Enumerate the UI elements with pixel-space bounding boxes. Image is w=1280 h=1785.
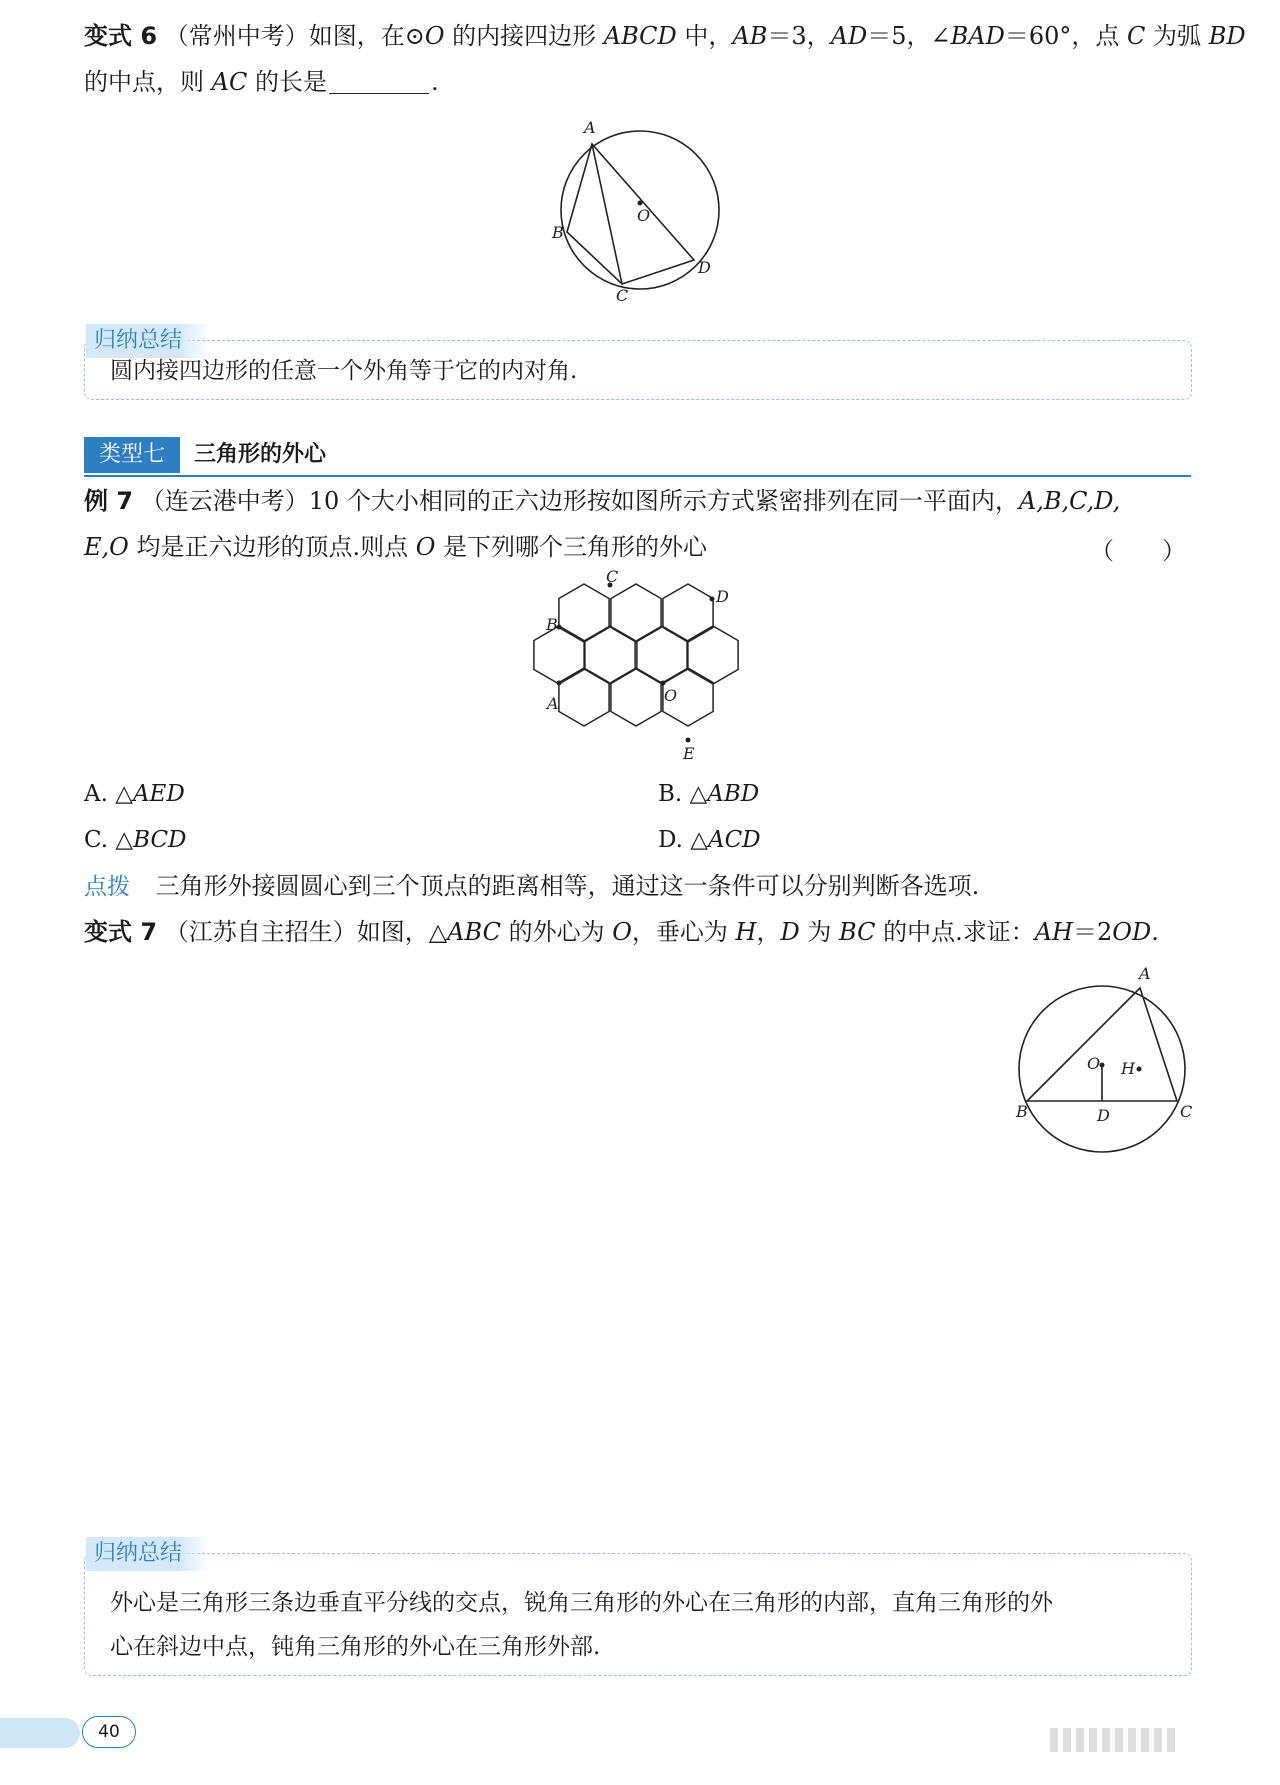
text: 的中点，则 xyxy=(84,68,212,96)
label-a: A xyxy=(1139,965,1151,983)
point-o xyxy=(1100,1063,1105,1068)
hexagon-4 xyxy=(534,626,584,684)
text: （连云港中考）10 个大小相同的正六边形按如图所示方式紧密排列在同一平面内， xyxy=(140,487,1019,515)
tip-line xyxy=(84,870,979,903)
hexagon-7 xyxy=(688,626,738,684)
tip-text: 三角形外接圆圆心到三个顶点的距离相等，通过这一条件可以分别判断各选项. xyxy=(155,872,980,900)
option-value: AED xyxy=(132,781,185,807)
point-h xyxy=(1137,1067,1142,1072)
example7-line1 xyxy=(84,485,1120,517)
type-title: 三角形的外心 xyxy=(194,442,327,467)
text: ＝3， xyxy=(767,22,831,50)
answer-paren[interactable]: （ ） xyxy=(1090,537,1186,565)
summary2-tag: 归纳总结 xyxy=(86,1537,210,1571)
hexagon-5 xyxy=(585,626,635,684)
triangle-symbol: △ xyxy=(689,781,708,807)
dot-a xyxy=(557,681,562,686)
text: 是下列哪个三角形的外心 xyxy=(435,533,708,561)
text: . xyxy=(1151,918,1159,946)
hexagon-8 xyxy=(559,668,609,726)
text: 为 xyxy=(799,918,839,946)
dot-e xyxy=(686,738,691,743)
text: . xyxy=(430,68,439,96)
summary2-line1: 外心是三角形三条边垂直平分线的交点，锐角三角形的外心在三角形的内部，直角三角形的外 xyxy=(110,1590,1053,1616)
label-b: B xyxy=(552,223,564,242)
text: ＝60°，点 xyxy=(1004,22,1128,50)
text: ＝2 xyxy=(1072,918,1113,946)
option-value: ACD xyxy=(707,827,761,853)
type-header xyxy=(84,437,1191,477)
tip-label: 点拨 xyxy=(84,874,130,900)
var: O xyxy=(612,918,632,946)
hexagon-9 xyxy=(611,668,661,726)
var: ABC xyxy=(447,918,501,946)
var: O xyxy=(415,533,436,561)
summary2-line2: 心在斜边中点，钝角三角形的外心在三角形外部. xyxy=(110,1634,601,1660)
type-badge: 类型七 xyxy=(84,437,180,473)
label-a: A xyxy=(547,694,559,713)
text: 中， xyxy=(676,22,733,50)
hexagon-2 xyxy=(611,584,661,642)
variant7-figure xyxy=(1005,965,1205,1170)
center-dot xyxy=(638,201,643,206)
answer-blank[interactable] xyxy=(329,71,429,94)
option-value: BCD xyxy=(133,827,187,853)
variant7-line xyxy=(84,916,1159,948)
option-a[interactable] xyxy=(84,778,185,810)
label-a: A xyxy=(584,118,596,137)
var: AC xyxy=(211,68,248,96)
label-c: C xyxy=(616,286,629,305)
label-h: H xyxy=(1121,1059,1135,1078)
option-value: ABD xyxy=(707,781,760,807)
label-c: C xyxy=(1180,1102,1193,1121)
variant6-label: 变式 6 xyxy=(84,22,158,50)
quadrilateral-abcd xyxy=(567,144,694,284)
text: 均是正六边形的顶点.则点 xyxy=(128,533,416,561)
variant6-line1 xyxy=(84,20,1246,52)
option-d[interactable] xyxy=(658,824,761,856)
var: AD xyxy=(830,22,868,50)
text: 的长是 xyxy=(247,68,327,96)
label-o: O xyxy=(664,686,678,705)
variant7-label: 变式 7 xyxy=(84,918,158,946)
option-c[interactable] xyxy=(84,824,186,856)
summary1-text: 圆内接四边形的任意一个外角等于它的内对角. xyxy=(110,358,578,384)
label-e: E xyxy=(683,744,695,763)
text: ＝5，∠ xyxy=(867,22,951,50)
option-key: B. xyxy=(658,781,683,807)
text: 为弧 xyxy=(1145,22,1209,50)
label-o: O xyxy=(1087,1054,1101,1073)
text: ， xyxy=(756,918,781,946)
var: BAD xyxy=(950,22,1005,50)
variant6-line2 xyxy=(84,66,439,98)
example7-line2 xyxy=(84,531,707,563)
hexagon-6 xyxy=(637,626,687,684)
label-b: B xyxy=(1016,1102,1028,1121)
hexagon-3 xyxy=(663,584,713,642)
label-d: D xyxy=(716,587,729,606)
text: ，垂心为 xyxy=(631,918,736,946)
hexagon-figure xyxy=(520,570,750,765)
triangle-symbol: △ xyxy=(115,781,133,807)
text: 的外心为 xyxy=(500,918,613,946)
var: H xyxy=(735,918,757,946)
var: O xyxy=(424,22,445,50)
label-c: C xyxy=(606,570,619,586)
option-key: D. xyxy=(658,827,683,853)
triangle-symbol: △ xyxy=(115,827,134,853)
text: （常州中考）如图，在⊙ xyxy=(164,22,425,50)
page-number: 40 xyxy=(82,1716,136,1748)
decor-bars xyxy=(1050,1728,1180,1756)
dot-d xyxy=(710,597,715,602)
var: BD xyxy=(1208,22,1246,50)
var: BC xyxy=(839,918,876,946)
option-key: C. xyxy=(84,827,109,853)
label-o: O xyxy=(637,206,651,225)
var: OD xyxy=(1112,918,1152,946)
text: （江苏自主招生）如图，△ xyxy=(164,918,448,946)
var: AB xyxy=(732,22,768,50)
example7-label: 例 7 xyxy=(84,487,134,515)
text: 的内接四边形 xyxy=(444,22,604,50)
label-b: B xyxy=(546,615,558,634)
var: E,O xyxy=(84,533,129,561)
page-tab xyxy=(0,1718,80,1748)
var: D xyxy=(780,918,800,946)
label-d: D xyxy=(698,258,711,277)
label-d: D xyxy=(1097,1106,1110,1125)
text: 的中点.求证： xyxy=(875,918,1035,946)
hexagon-1 xyxy=(559,584,609,642)
var: AH xyxy=(1034,918,1073,946)
triangle-symbol: △ xyxy=(690,827,708,853)
summary1-tag: 归纳总结 xyxy=(86,324,210,358)
var: A,B,C,D, xyxy=(1018,487,1121,515)
diagonal-ac xyxy=(592,144,622,284)
var: ABCD xyxy=(603,22,677,50)
option-b[interactable] xyxy=(658,778,759,810)
variant6-figure xyxy=(540,115,740,310)
dot-o xyxy=(661,681,666,686)
option-key: A. xyxy=(84,781,108,807)
var: C xyxy=(1127,22,1146,50)
